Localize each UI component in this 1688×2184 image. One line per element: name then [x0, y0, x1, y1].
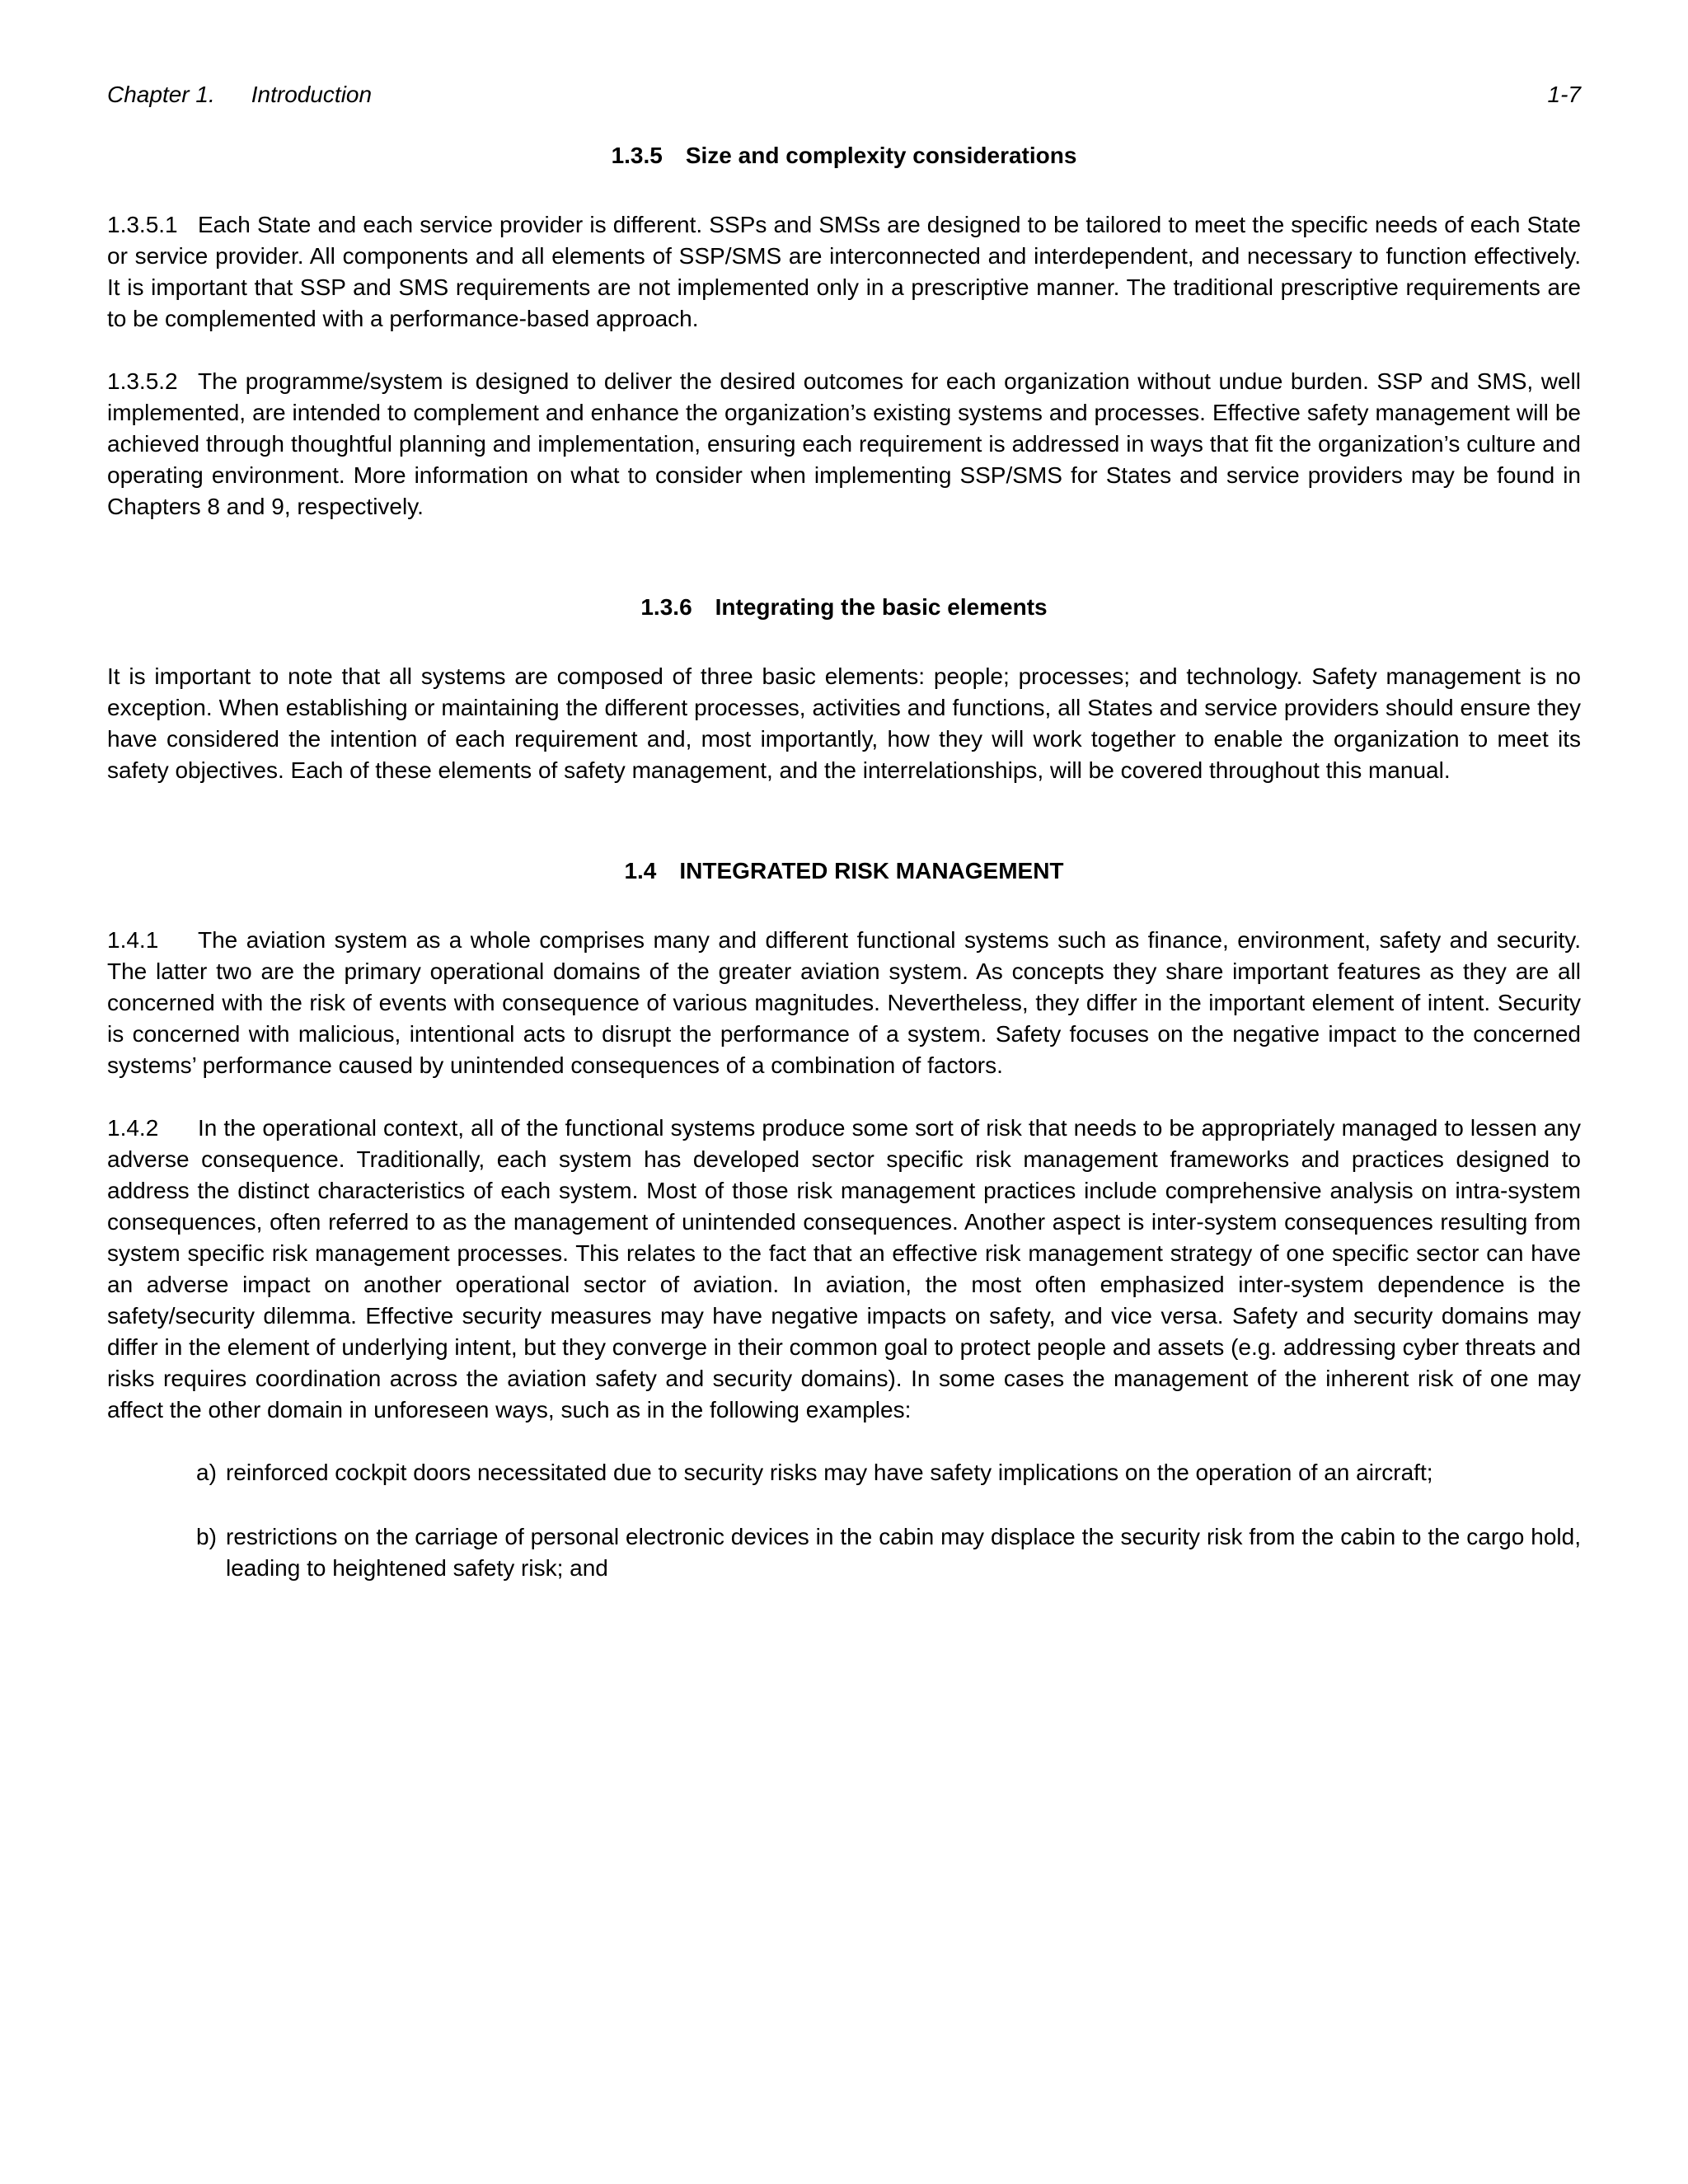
paragraph-1-3-5-2-text: The programme/system is designed to deliver the desired outcomes for each organization without undue burden. SSP and SMS, well implemented, are intended to complement and enhance the organization’s existing systems and processes. Effective safety management will be achieved through thoughtful planning and implementation, ensuring each requirement is addressed in ways that fit the organization’s culture and operating environment. More information on what to consider when implementing SSP/SMS for States and service providers may be found in Chapters 8 and 9, respectively.	[107, 368, 1581, 519]
list-item-b-text: restrictions on the carriage of personal electronic devices in the cabin may displace the security risk from the cabin to the cargo hold, leading to heightened safety risk; and	[226, 1524, 1581, 1581]
heading-1-3-6-title: Integrating the basic elements	[715, 594, 1048, 620]
list-item-a-text: reinforced cockpit doors necessitated due to security risks may have safety implications on the operation of an aircraft;	[226, 1460, 1433, 1485]
heading-1-3-6	[107, 592, 1581, 623]
heading-1-4-number: 1.4	[624, 858, 657, 883]
list-item-b-label: b)	[196, 1524, 217, 1549]
paragraph-1-3-5-1-number: 1.3.5.1	[107, 212, 178, 237]
paragraph-1-3-5-2-number: 1.3.5.2	[107, 368, 178, 394]
heading-1-3-5	[107, 140, 1581, 171]
paragraph-1-4-1	[107, 925, 1581, 1081]
chapter-section-label: Introduction	[251, 82, 373, 107]
heading-1-3-5-title: Size and complexity considerations	[685, 143, 1077, 168]
paragraph-1-3-5-1-text: Each State and each service provider is different. SSPs and SMSs are designed to be tailored to meet the specific needs of each State or service provider. All components and all elements of SSP/SMS are interconnected and interdependent, and necessary to function effectively. It is important that SSP and SMS requirements are not implemented only in a prescriptive manner. The traditional prescriptive requirements are to be complemented with a performance-based approach.	[107, 212, 1581, 331]
chapter-label: Chapter 1.	[107, 82, 215, 107]
heading-1-4-title: INTEGRATED RISK MANAGEMENT	[679, 858, 1064, 883]
heading-1-4	[107, 855, 1581, 887]
page-number: 1-7	[1547, 82, 1581, 107]
running-head	[107, 79, 372, 110]
list-item-a-label: a)	[196, 1460, 217, 1485]
example-list	[107, 1457, 1581, 1584]
heading-1-3-5-number: 1.3.5	[611, 143, 663, 168]
paragraph-1-4-2	[107, 1113, 1581, 1426]
list-item-a	[107, 1457, 1581, 1488]
heading-1-3-6-number: 1.3.6	[640, 594, 692, 620]
paragraph-1-4-2-number: 1.4.2	[107, 1115, 159, 1141]
page-header	[107, 79, 1581, 110]
paragraph-1-4-2-text: In the operational context, all of the functional systems produce some sort of risk that needs to be appropriately managed to lessen any adverse consequence. Traditionally, each system has developed sector specific risk management frameworks and practices designed to address the distinct characteristics of each system. Most of those risk management practices include comprehensive analysis on intra-system consequences, often referred to as the management of unintended consequences. Another aspect is inter-system consequences resulting from system specific risk management processes. This relates to the fact that an effective risk management strategy of one specific sector can have an adverse impact on another operational sector of aviation. In aviation, the most often emphasized inter-system dependence is the safety/security dilemma. Effective security measures may have negative impacts on safety, and vice versa. Safety and security domains may differ in the element of underlying intent, but they converge in their common goal to protect people and assets (e.g. addressing cyber threats and risks requires coordination across the aviation safety and security domains). In some cases the management of the inherent risk of one may affect the other domain in unforeseen ways, such as in the following examples:	[107, 1115, 1581, 1422]
paragraph-1-4-1-text: The aviation system as a whole comprises many and different functional systems such as finance, environment, safety and security. The latter two are the primary operational domains of the greater aviation system. As concepts they share important features as they are all concerned with the risk of events with consequence of various magnitudes. Nevertheless, they differ in the important element of intent. Security is concerned with malicious, intentional acts to disrupt the performance of a system. Safety focuses on the negative impact to the concerned systems’ performance caused by unintended consequences of a combination of factors.	[107, 927, 1581, 1078]
paragraph-1-3-5-2	[107, 366, 1581, 523]
paragraph-1-3-6: It is important to note that all systems are composed of three basic elements: people; processes; and technology. Safety management is no exception. When establishing or maintaining the different processes, activities and functions, all States and service providers should ensure they have considered the intention of each requirement and, most importantly, how they will work together to enable the organization to meet its safety objectives. Each of these elements of safety management, and the interrelationships, will be covered throughout this manual.	[107, 663, 1581, 783]
paragraph-1-4-1-number: 1.4.1	[107, 927, 159, 953]
paragraph-1-3-5-1	[107, 209, 1581, 335]
list-item-b	[107, 1521, 1581, 1584]
